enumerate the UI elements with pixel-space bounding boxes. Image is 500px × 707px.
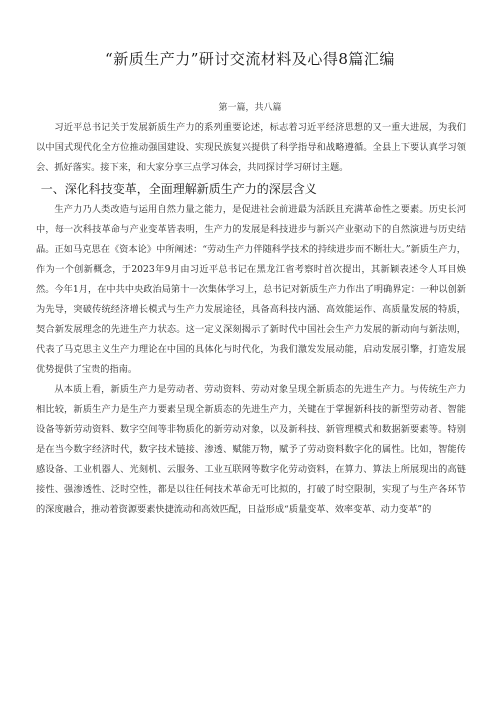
document-subtitle: 第一篇，共八篇	[218, 103, 282, 113]
document-body	[36, 118, 466, 520]
body-paragraph: 生产力乃人类改造与运用自然力量之能力，是促进社会前进最为活跃且充满革命性之要素。历史长河中，每一次科技革命与产业变革皆表明，生产力的发展是科技进步与新兴产业驱动下的自然演进与历史结晶。正如马克思在《资本论》中所阐述：“劳动生产力伴随科学技术的持续进步而不断壮大。”新质生产力，作为一个创新概念，于2023年9月由习近平总书记在黑龙江省考察时首次提出，其新颖表述令人耳目焕然。今年1月，在中共中央政治局第十一次集体学习上，总书记对新质生产力作出了明确界定：一种以创新为先导，突破传统经济增长模式与生产力发展途径，具备高科技内涵、高效能运作、高质量发展的特质，契合新发展理念的先进生产力状态。这一定义深刻揭示了新时代中国社会生产力发展的新动向与新法则，代表了马克思主义生产力理论在中国的具体化与时代化，为我们激发发展动能，启动发展引擎，打造发展优势提供了宝贵的指南。	[36, 204, 466, 375]
body-paragraph: 从本质上看，新质生产力是劳动者、劳动资料、劳动对象呈现全新质态的先进生产力。与传统生产力相比较，新质生产力是生产力要素呈现全新质态的先进生产力，关键在于掌握新科技的新型劳动者、智能设备等新劳动资料、数字空间等非物质化的新劳动对象，以及新科技、新管理模式和数据新要素等。特别是在当今数字经济时代，数字技术链接、渗透、赋能万物，赋予了劳动资料数字化的属性。比如，智能传感设备、工业机器人、光刻机、云服务、工业互联网等数字化劳动资料，在算力、算法上所展现出的高链接性、强渗透性、泛时空性，都是以往任何技术革命无可比拟的，打破了时空限制，实现了与生产各环节的深度融合，推动着资源要素快捷流动和高效匹配，日益形成“质量变革、效率变革、动力变革”的	[36, 384, 466, 515]
section-heading: 一、深化科技变革，全面理解新质生产力的深层含义	[40, 182, 317, 196]
intro-paragraph: 习近平总书记关于发展新质生产力的系列重要论述，标志着习近平经济思想的又一重大进展，为我们以中国式现代化全方位推动强国建设、实现民族复兴提供了科学指导和战略遵循。全县上下要认真学习领会、抓好落实。接下来，和大家分享三点学习体会，共同探讨学习研讨主题。	[36, 122, 466, 173]
document-title: “新质生产力”研讨交流材料及心得8篇汇编	[105, 50, 395, 68]
